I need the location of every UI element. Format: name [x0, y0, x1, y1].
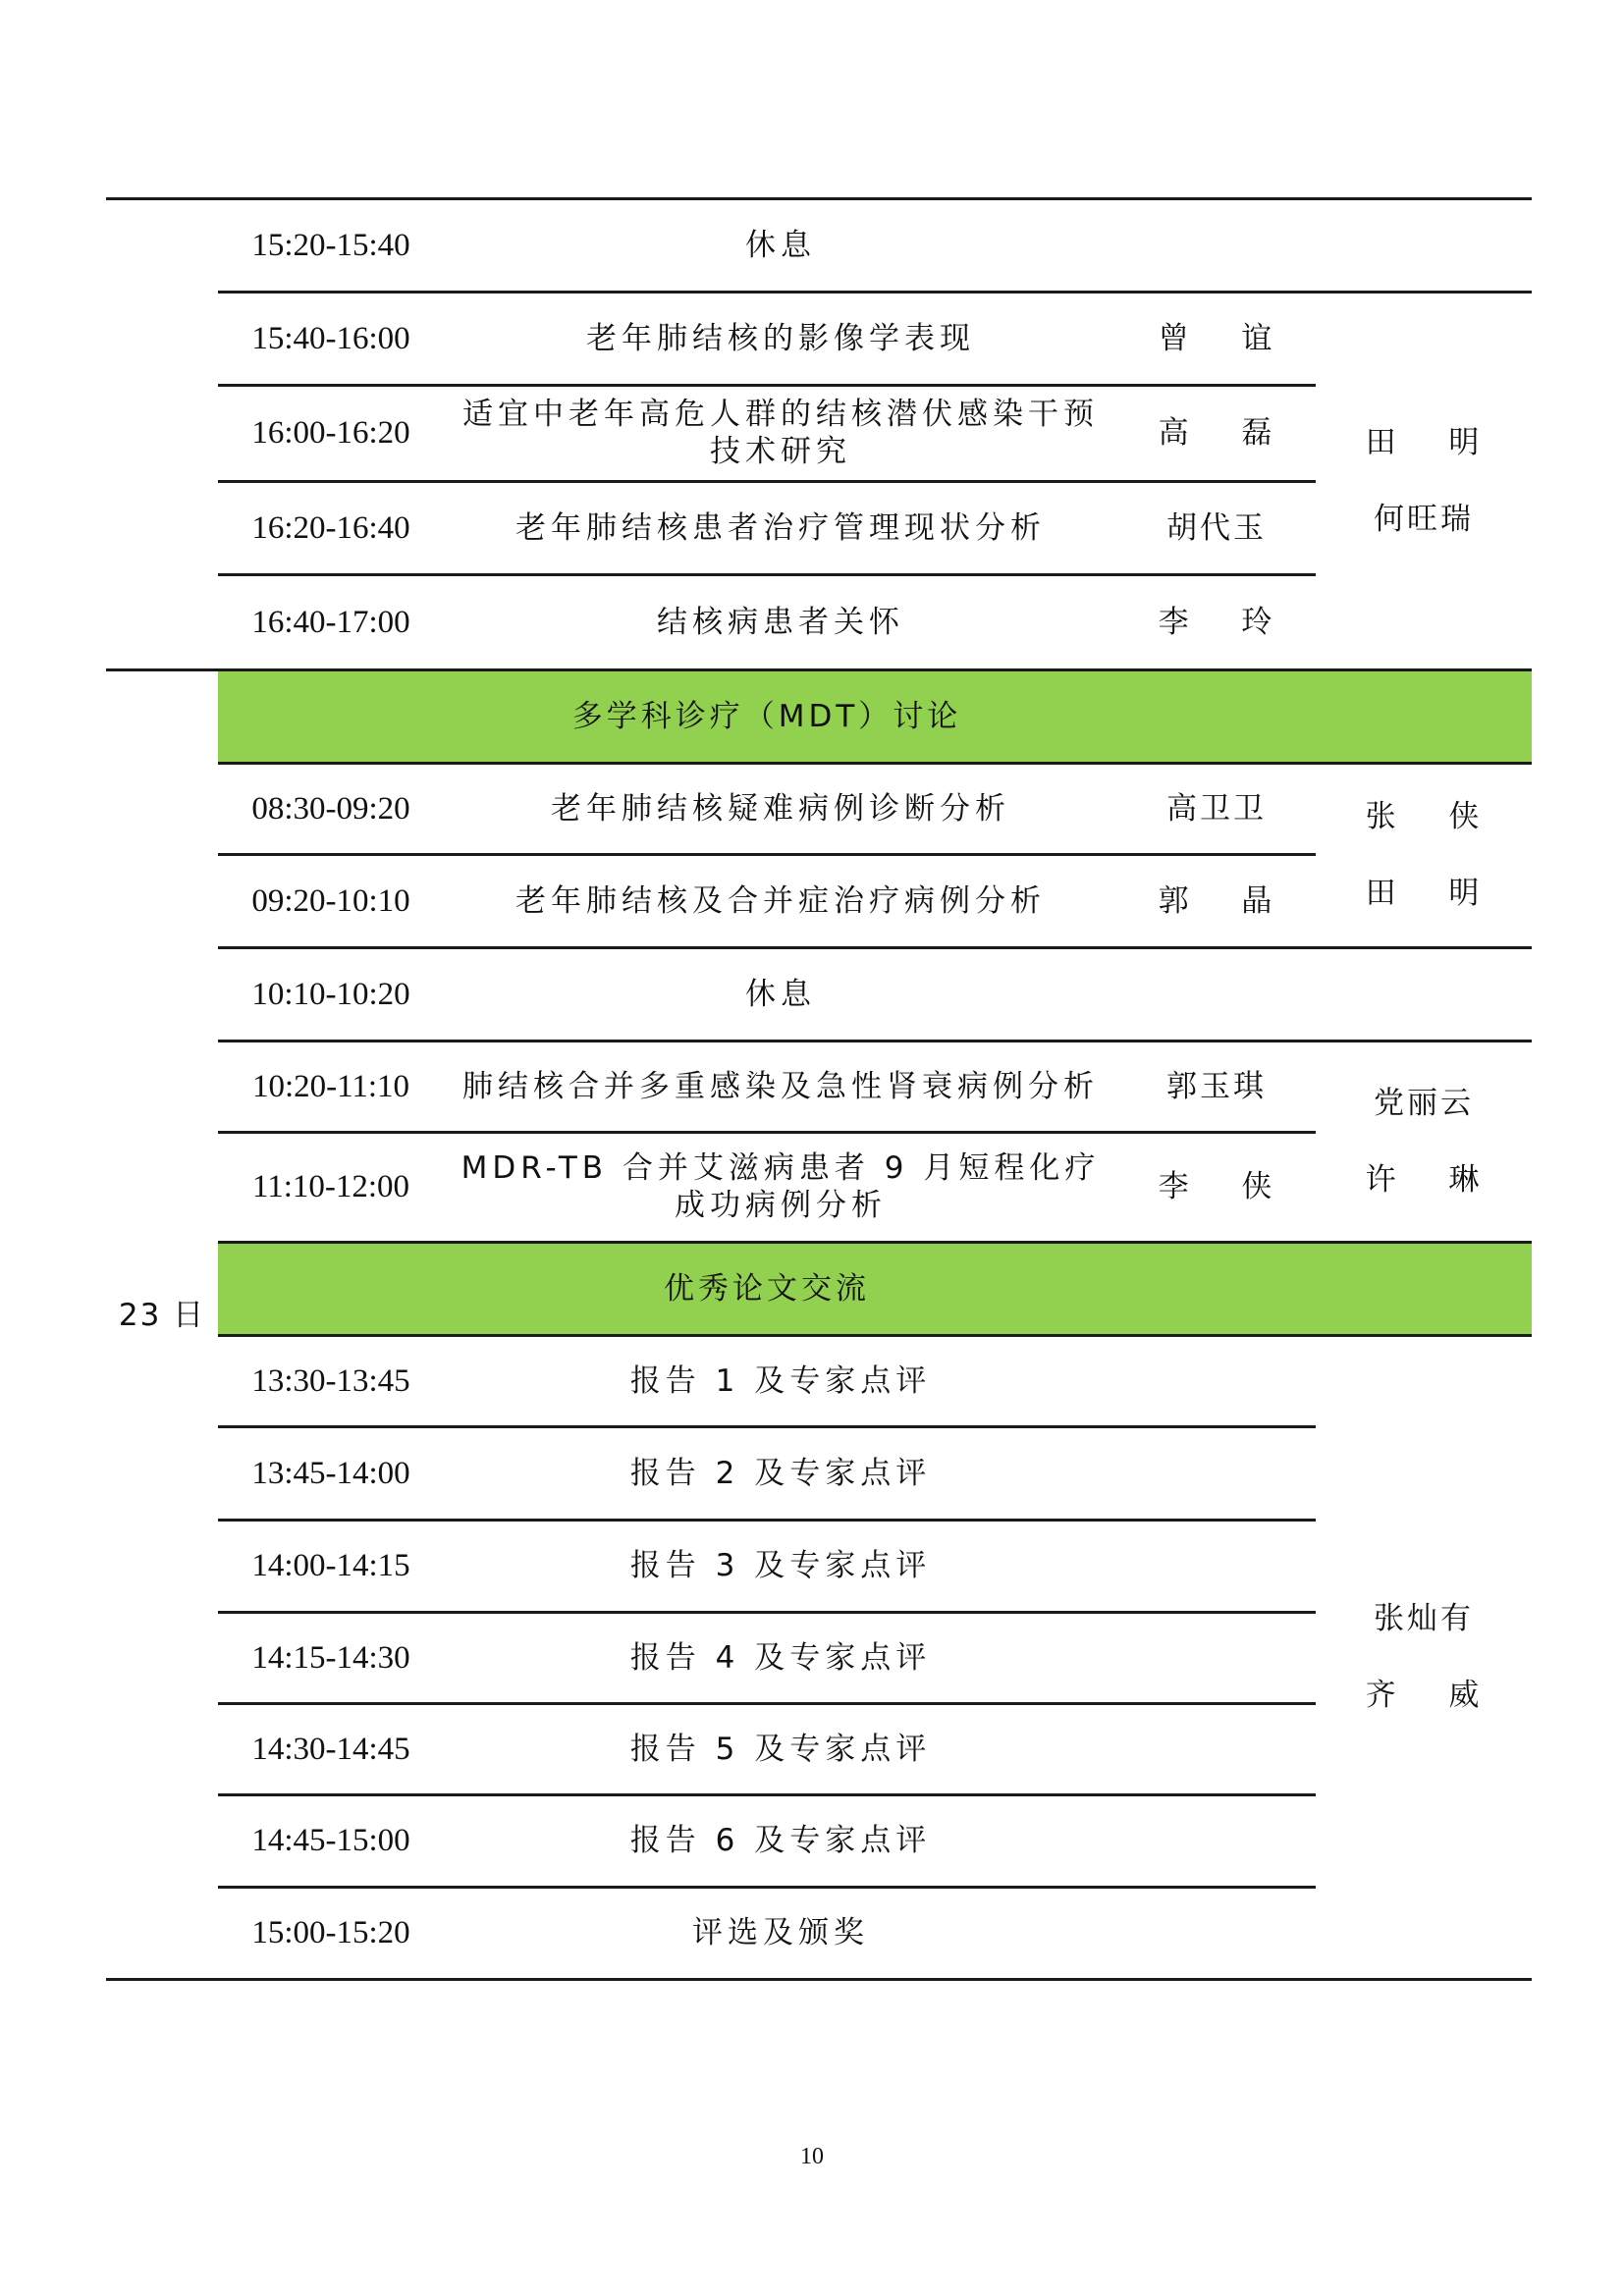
- session-topic: 报告 6 及专家点评: [629, 1823, 932, 1858]
- section-title: 优秀论文交流: [664, 1270, 870, 1307]
- session-topic: 报告 2 及专家点评: [629, 1455, 932, 1491]
- chair-name: 齐 威: [1365, 1678, 1483, 1713]
- session-speaker: 曾 谊: [1158, 320, 1275, 356]
- page-number: 10: [800, 2144, 824, 2169]
- row-divider: [218, 480, 1316, 483]
- topic-line: 成功病例分析: [675, 1188, 887, 1223]
- session-speaker: 胡代玉: [1166, 509, 1267, 546]
- session-time: 14:15-14:30: [251, 1639, 410, 1676]
- session-topic: 结核病患者关怀: [657, 604, 904, 640]
- session-topic: 休息: [745, 227, 816, 263]
- session-speaker: 郭 晶: [1158, 882, 1275, 919]
- topic-line: 技术研究: [710, 434, 851, 469]
- row-divider: [218, 1702, 1316, 1705]
- session-topic: 老年肺结核及合并症治疗病例分析: [515, 882, 1046, 919]
- session-time: 10:20-11:10: [251, 1068, 410, 1104]
- session-chairs: [1316, 1041, 1532, 1242]
- session-topic: [444, 1132, 1117, 1242]
- session-time: 14:45-15:00: [251, 1823, 410, 1858]
- topic-line: 适宜中老年高危人群的结核潜伏感染干预: [462, 397, 1099, 432]
- session-topic: 评选及颁奖: [692, 1915, 869, 1950]
- row-divider: [218, 1886, 1316, 1889]
- row-divider: [218, 1611, 1316, 1614]
- session-topic: 老年肺结核患者治疗管理现状分析: [515, 509, 1046, 546]
- session-speaker: 郭玉琪: [1166, 1068, 1267, 1104]
- session-time: 08:30-09:20: [251, 790, 410, 827]
- session-topic: 老年肺结核的影像学表现: [586, 320, 975, 356]
- session-chairs: [1316, 763, 1532, 947]
- row-divider: [218, 1425, 1316, 1428]
- session-chairs: [1316, 292, 1532, 669]
- session-topic: [444, 385, 1117, 481]
- session-topic: 报告 5 及专家点评: [629, 1731, 932, 1767]
- chair-name: 田 明: [1365, 424, 1483, 460]
- section-title: 多学科诊疗（MDT）讨论: [571, 698, 962, 734]
- session-time: 13:45-14:00: [251, 1455, 410, 1491]
- chair-name: 何旺瑞: [1374, 501, 1474, 537]
- chair-name: 田 明: [1365, 876, 1483, 911]
- chair-name: 张灿有: [1374, 1601, 1474, 1636]
- day-label: 23 日: [118, 1298, 206, 1333]
- session-time: 09:20-10:10: [251, 882, 410, 919]
- session-topic: 肺结核合并多重感染及急性肾衰病例分析: [462, 1068, 1099, 1104]
- session-time: 16:20-16:40: [251, 509, 410, 546]
- session-time: 16:00-16:20: [251, 415, 410, 451]
- session-time: 10:10-10:20: [251, 976, 410, 1012]
- table-top-rule: [106, 197, 1532, 200]
- session-topic: 休息: [745, 976, 816, 1012]
- row-divider: [218, 853, 1316, 856]
- row-divider: [218, 573, 1316, 576]
- session-time: 15:20-15:40: [251, 227, 410, 263]
- session-speaker: 李 玲: [1158, 604, 1275, 640]
- row-divider: [218, 384, 1316, 387]
- session-time: 15:40-16:00: [251, 320, 410, 356]
- session-speaker: 高卫卫: [1166, 790, 1267, 827]
- topic-line: MDR-TB 合并艾滋病患者 9 月短程化疗: [460, 1150, 1101, 1186]
- row-divider: [218, 1793, 1316, 1796]
- session-topic: 报告 4 及专家点评: [629, 1639, 932, 1676]
- session-topic: 报告 1 及专家点评: [629, 1362, 932, 1399]
- session-chairs: [1316, 1335, 1532, 1979]
- session-time: 14:30-14:45: [251, 1731, 410, 1767]
- session-time: 13:30-13:45: [251, 1362, 410, 1399]
- session-topic: 老年肺结核疑难病例诊断分析: [551, 790, 1010, 827]
- chair-name: 党丽云: [1374, 1085, 1474, 1121]
- session-time: 15:00-15:20: [251, 1915, 410, 1950]
- session-speaker: 高 磊: [1158, 415, 1275, 451]
- session-speaker: 李 侠: [1158, 1169, 1275, 1204]
- row-divider: [218, 1131, 1316, 1134]
- chair-name: 张 侠: [1365, 799, 1483, 834]
- chair-name: 许 琳: [1365, 1161, 1483, 1198]
- session-topic: 报告 3 及专家点评: [629, 1548, 932, 1583]
- row-divider: [218, 1519, 1316, 1522]
- session-time: 11:10-12:00: [251, 1169, 410, 1204]
- session-time: 14:00-14:15: [251, 1548, 410, 1583]
- session-time: 16:40-17:00: [251, 604, 410, 640]
